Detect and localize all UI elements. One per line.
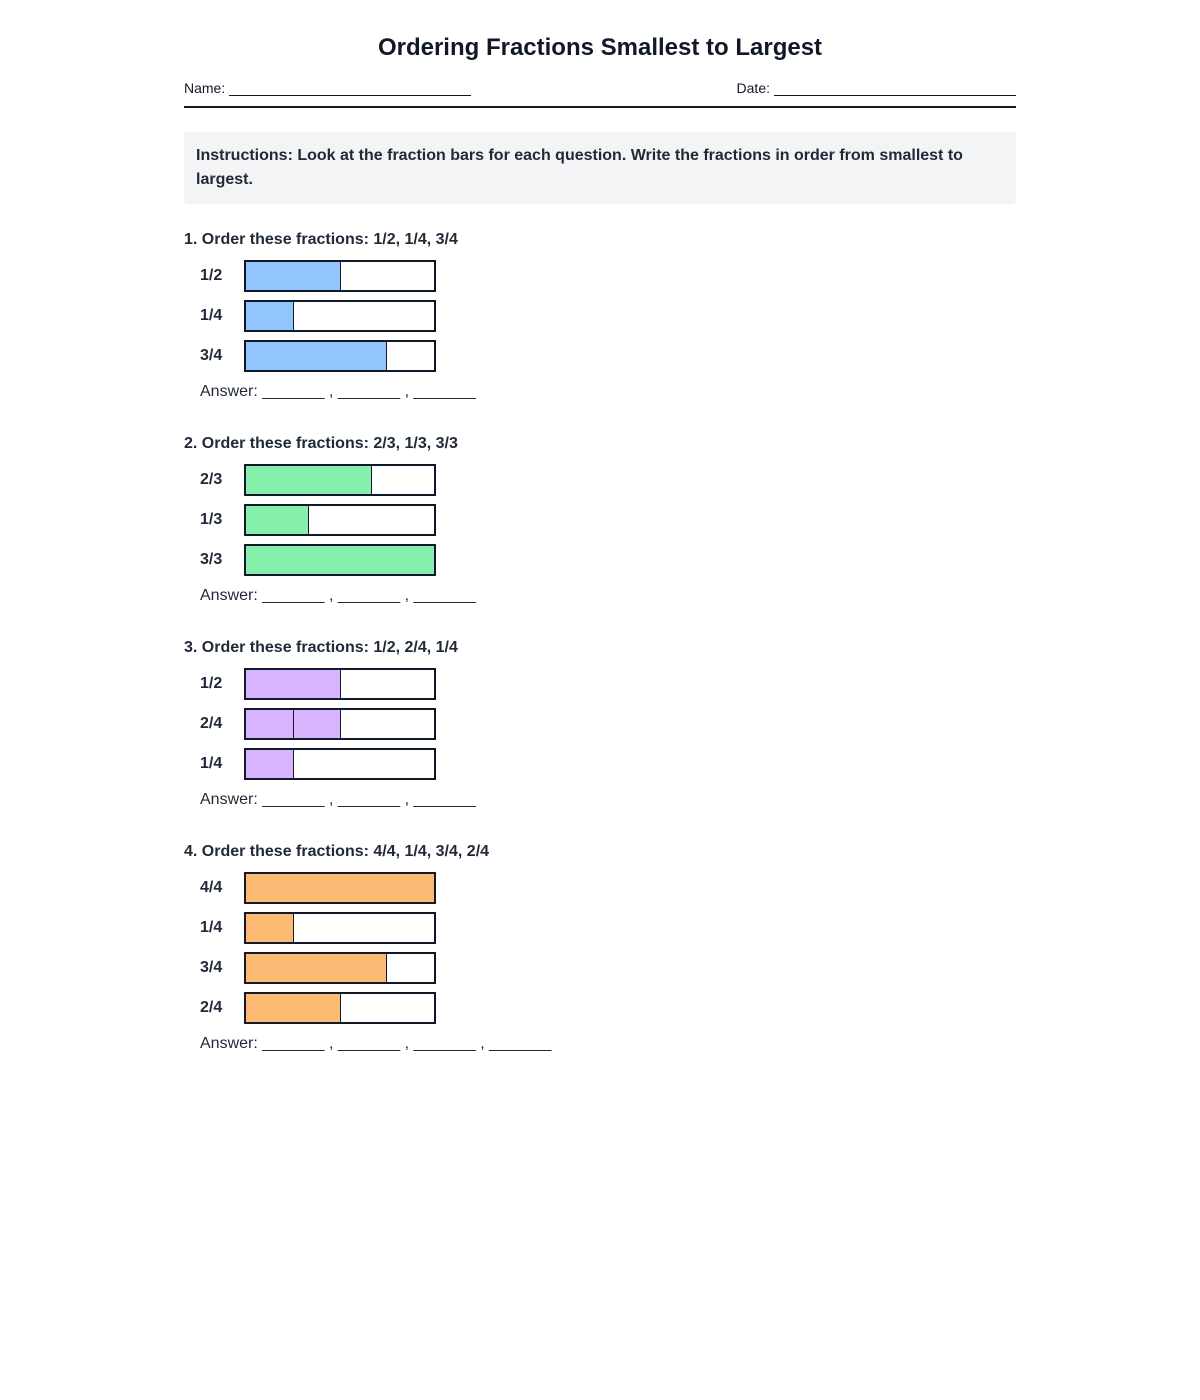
- fraction-bar: [244, 912, 436, 944]
- empty-segment: [388, 710, 435, 738]
- empty-segment: [340, 710, 388, 738]
- fraction-bar: [244, 952, 436, 984]
- shaded-segment: [246, 750, 293, 778]
- fraction-bar: [244, 300, 436, 332]
- fraction-bar: [244, 708, 436, 740]
- empty-segment: [340, 262, 435, 290]
- fraction-label: 1/4: [200, 919, 223, 936]
- fraction-row: [184, 544, 1016, 576]
- fraction-bar: [244, 504, 436, 536]
- empty-segment: [293, 302, 434, 330]
- fraction-label: 1/3: [200, 511, 223, 528]
- fraction-row: [184, 992, 1016, 1024]
- empty-segment: [340, 670, 435, 698]
- fraction-row: [184, 464, 1016, 496]
- answer-line[interactable]: Answer: _______ , _______ , _______: [200, 383, 476, 400]
- fraction-label: 1/4: [200, 755, 223, 772]
- shaded-segment: [246, 506, 308, 534]
- question-title: 4. Order these fractions: 4/4, 1/4, 3/4, 2/4: [184, 843, 490, 860]
- shaded-segment: [246, 710, 293, 738]
- shaded-segment: [246, 914, 293, 942]
- name-line[interactable]: [229, 81, 471, 96]
- fraction-label: 2/3: [200, 471, 223, 488]
- date-field: [737, 80, 1016, 96]
- fraction-row: [184, 748, 1016, 780]
- name-label: Name:: [184, 80, 226, 96]
- fraction-label: 2/4: [200, 715, 223, 732]
- date-label: Date:: [736, 80, 770, 96]
- empty-segment: [371, 466, 434, 494]
- fraction-label: 1/4: [200, 307, 223, 324]
- shaded-segment: [246, 954, 386, 982]
- shaded-segment: [246, 466, 371, 494]
- fraction-row: [184, 504, 1016, 536]
- question-title: 2. Order these fractions: 2/3, 1/3, 3/3: [184, 435, 458, 452]
- empty-segment: [293, 750, 434, 778]
- shaded-segment: [246, 262, 340, 290]
- fraction-row: [184, 708, 1016, 740]
- empty-segment: [386, 342, 434, 370]
- fraction-label: 1/2: [200, 267, 223, 284]
- empty-segment: [386, 954, 434, 982]
- fraction-row: [184, 260, 1016, 292]
- fraction-label: 4/4: [200, 879, 223, 896]
- page-title: Ordering Fractions Smallest to Largest: [377, 34, 823, 61]
- fraction-bar: [244, 464, 436, 496]
- question-title: 3. Order these fractions: 1/2, 2/4, 1/4: [184, 639, 458, 656]
- fraction-bar: [244, 748, 436, 780]
- header-fields: [184, 80, 1016, 108]
- fraction-label: 3/3: [200, 551, 223, 568]
- date-line[interactable]: [774, 81, 1016, 96]
- question-3: [184, 636, 1016, 812]
- worksheet: [184, 30, 1016, 1056]
- shaded-segment: [246, 342, 386, 370]
- fraction-row: [184, 668, 1016, 700]
- fraction-label: 2/4: [200, 999, 223, 1016]
- fraction-bar: [244, 992, 436, 1024]
- empty-segment: [308, 506, 434, 534]
- fraction-label: 3/4: [200, 959, 223, 976]
- shaded-segment: [246, 546, 434, 574]
- shaded-segment: [293, 710, 341, 738]
- question-4: [184, 840, 1016, 1056]
- shaded-segment: [246, 670, 340, 698]
- name-field: [184, 80, 471, 96]
- question-list: [184, 228, 1016, 1056]
- question-1: [184, 228, 1016, 404]
- fraction-bar: [244, 668, 436, 700]
- empty-segment: [340, 994, 435, 1022]
- shaded-segment: [246, 302, 293, 330]
- empty-segment: [293, 914, 434, 942]
- answer-line[interactable]: Answer: _______ , _______ , _______: [200, 791, 476, 808]
- fraction-row: [184, 912, 1016, 944]
- answer-line[interactable]: Answer: _______ , _______ , _______ , _______: [200, 1035, 552, 1052]
- fraction-row: [184, 872, 1016, 904]
- question-title: 1. Order these fractions: 1/2, 1/4, 3/4: [184, 231, 458, 248]
- answer-line[interactable]: Answer: _______ , _______ , _______: [200, 587, 476, 604]
- fraction-label: 1/2: [200, 675, 223, 692]
- instructions-box: Instructions: Look at the fraction bars for each question. Write the fractions in order from smallest to largest.: [184, 132, 1016, 204]
- fraction-bar: [244, 340, 436, 372]
- shaded-segment: [246, 874, 434, 902]
- fraction-bar: [244, 544, 436, 576]
- fraction-bar: [244, 872, 436, 904]
- question-2: [184, 432, 1016, 608]
- fraction-row: [184, 300, 1016, 332]
- fraction-bar: [244, 260, 436, 292]
- shaded-segment: [246, 994, 340, 1022]
- fraction-label: 3/4: [200, 347, 223, 364]
- fraction-row: [184, 952, 1016, 984]
- fraction-row: [184, 340, 1016, 372]
